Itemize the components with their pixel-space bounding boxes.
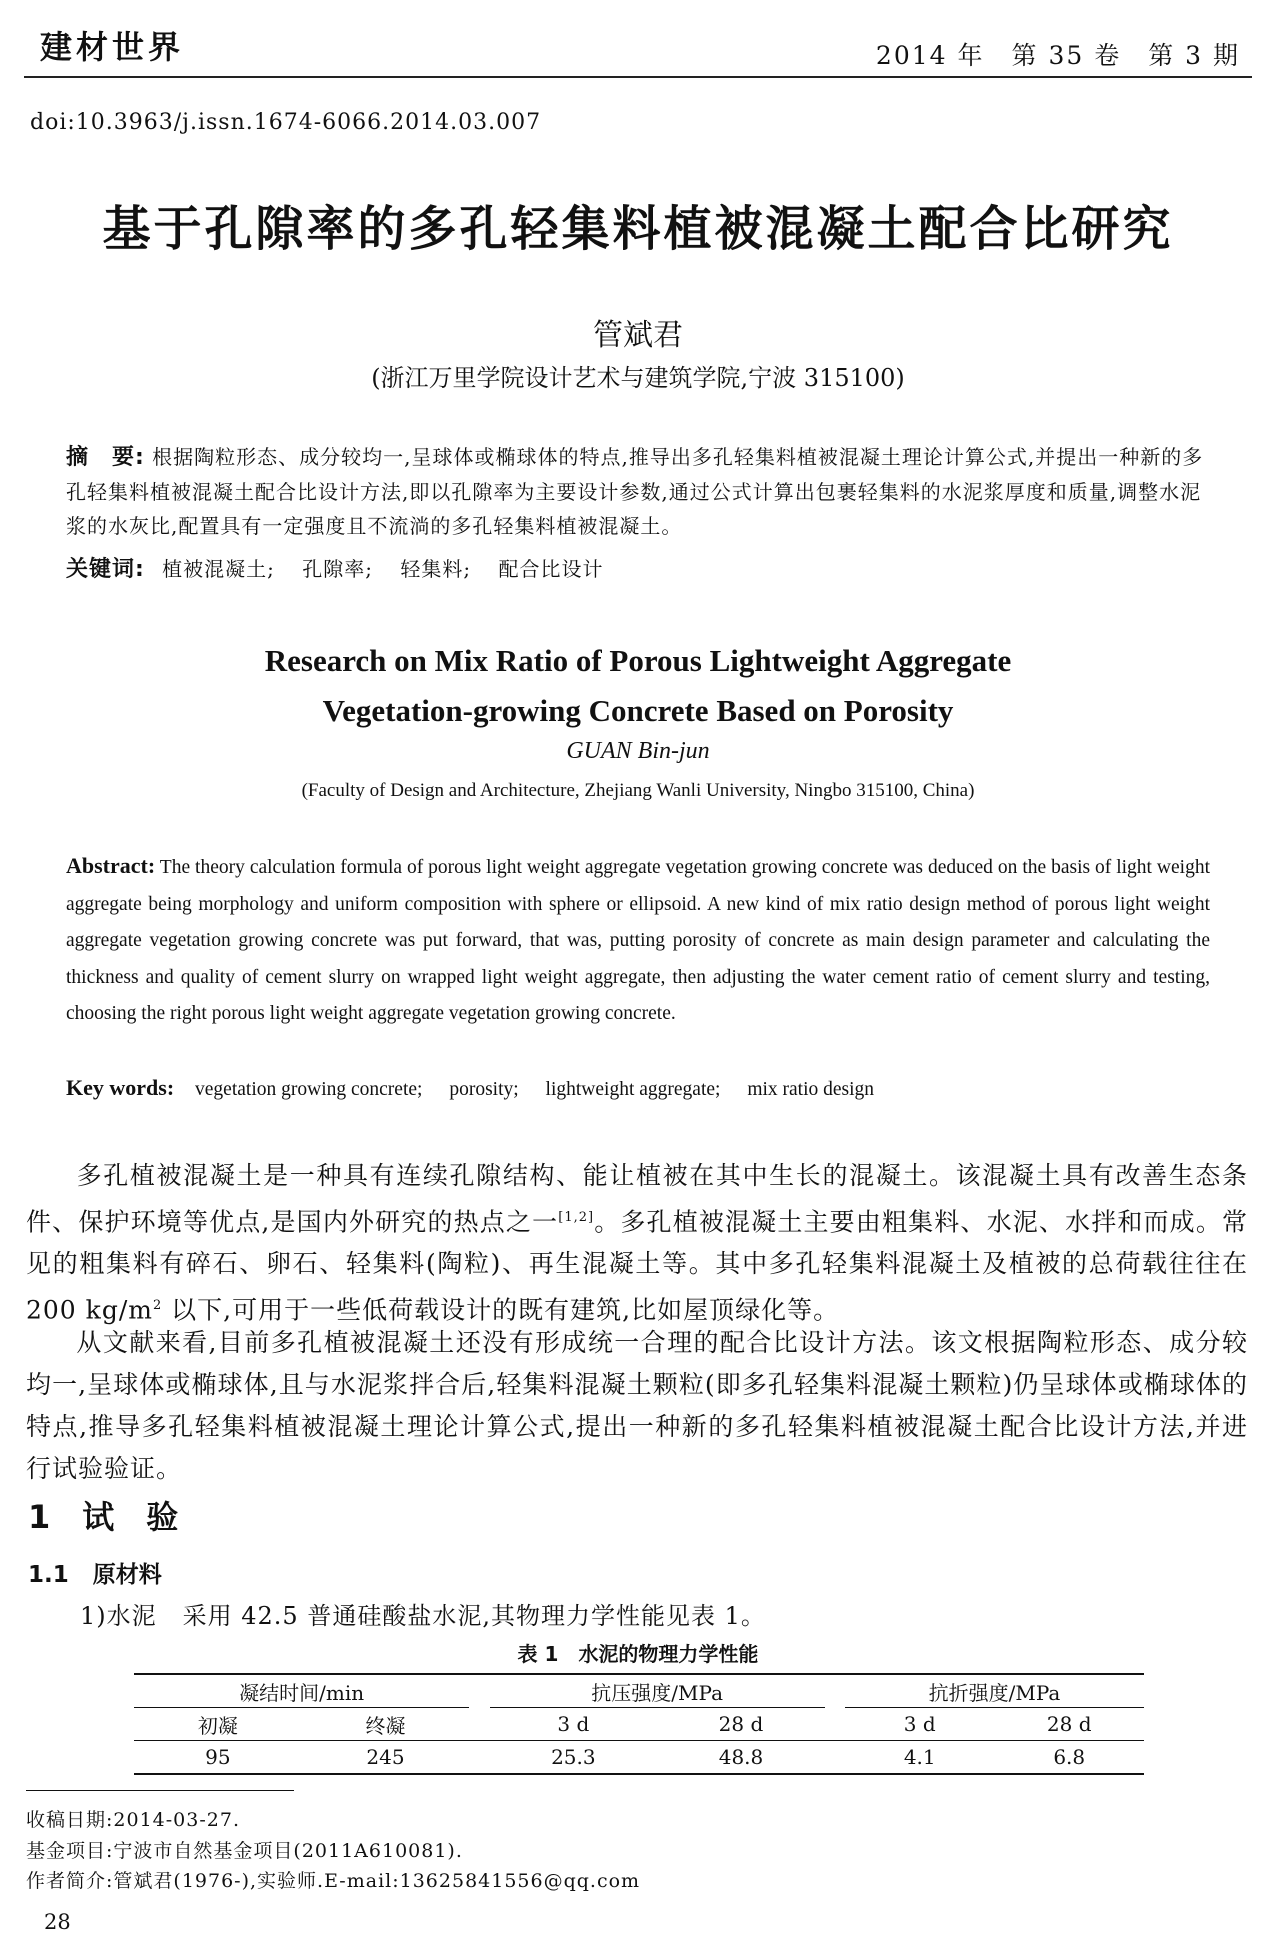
- issue-info: 2014 年 第 35 卷 第 3 期: [875, 41, 1240, 70]
- title-en: [0, 636, 1276, 736]
- keyword-en: lightweight aggregate;: [545, 1079, 721, 1100]
- table-header-row-2: [134, 1708, 1144, 1741]
- keyword-en: mix ratio design: [747, 1079, 875, 1100]
- table-1-number: 表 1: [517, 1642, 559, 1666]
- table-1: [134, 1673, 1144, 1775]
- keywords-cn: [66, 552, 1210, 583]
- cement-item-label: 1)水泥: [80, 1602, 157, 1630]
- keywords-en-label: Key words:: [66, 1075, 175, 1100]
- keyword-cn: 配合比设计: [498, 557, 604, 581]
- table-subheader: 28 d: [994, 1708, 1144, 1741]
- footnote-received: 收稿日期:2014-03-27.: [26, 1809, 240, 1831]
- title-en-line2: Vegetation-growing Concrete Based on Porosity: [322, 693, 954, 728]
- section-1-1-number: 1.1: [28, 1562, 69, 1588]
- table-cell: 48.8: [657, 1741, 825, 1775]
- p1-text-c: 以下,可用于一些低荷载设计的既有建筑,比如屋顶绿化等。: [162, 1295, 840, 1325]
- footnote-rule: [26, 1790, 294, 1791]
- footnote-author: 作者简介:管斌君(1976-),实验师.E-mail:13625841556@qq.com: [26, 1870, 641, 1892]
- table-cell: 4.1: [845, 1741, 994, 1775]
- table-row: [134, 1741, 1144, 1775]
- abstract-cn-label: 摘 要:: [66, 445, 145, 470]
- section-1-1-title: 原材料: [92, 1562, 162, 1588]
- keyword-cn: 轻集料;: [400, 557, 472, 581]
- table-subheader: 终凝: [302, 1708, 470, 1741]
- doi: doi:10.3963/j.issn.1674-6066.2014.03.007: [30, 110, 542, 135]
- section-1-heading: [28, 1492, 180, 1538]
- p1-text-a: 多孔植被混凝土是一种具有连续孔隙结构、能让植被在其中生长的混凝土。该混凝土具有改善生态条件、保护环境等优点,是国内外研究的热点之一: [26, 1161, 1248, 1237]
- table-cell: 245: [302, 1741, 470, 1775]
- table-cell: 6.8: [994, 1741, 1144, 1775]
- unit-superscript: 2: [152, 1298, 163, 1314]
- author-en: GUAN Bin-jun: [566, 738, 710, 764]
- footnote-fund: 基金项目:宁波市自然基金项目(2011A610081).: [26, 1840, 463, 1862]
- section-1-number: 1: [28, 1498, 53, 1536]
- table-cell: 95: [134, 1741, 302, 1775]
- title-en-line1: Research on Mix Ratio of Porous Lightweight Aggregate: [264, 643, 1012, 678]
- title-cn: 基于孔隙率的多孔轻集料植被混凝土配合比研究: [102, 201, 1174, 257]
- page-number: 28: [44, 1910, 71, 1934]
- section-1-title-b: 验: [146, 1498, 181, 1536]
- section-1-1-heading: [28, 1556, 162, 1589]
- abstract-cn-text: 根据陶粒形态、成分较均一,呈球体或椭球体的特点,推导出多孔轻集料植被混凝土理论计算公式,并提出一种新的多孔轻集料植被混凝土配合比设计方法,即以孔隙率为主要设计参数,通过公式计算出包裹轻集料的水泥浆厚度和质量,调整水泥浆的水灰比,配置具有一定强度且不流淌的多孔轻集料植被混凝土。: [66, 445, 1204, 538]
- citation-ref: [1,2]: [558, 1210, 595, 1225]
- table-subheader: 3 d: [490, 1708, 658, 1741]
- journal-name: 建材世界: [40, 28, 185, 66]
- keywords-cn-label: 关键词:: [66, 557, 145, 582]
- cement-item-text: 采用 42.5 普通硅酸盐水泥,其物理力学性能见表 1。: [182, 1602, 766, 1630]
- table-group-header: 抗折强度/MPa: [845, 1674, 1144, 1708]
- abstract-cn: [66, 440, 1210, 543]
- table-group-header: 抗压强度/MPa: [490, 1674, 825, 1708]
- affiliation-en: (Faculty of Design and Architecture, Zhejiang Wanli University, Ningbo 315100, China): [301, 780, 975, 801]
- keyword-en: porosity;: [449, 1079, 519, 1100]
- keyword-cn: 孔隙率;: [302, 557, 374, 581]
- abstract-en-text: The theory calculation formula of porous light weight aggregate vegetation growing concrete was deduced on the basis of light weight aggregate being morphology and uniform composition with sphere or ellipsoid. A new kind of mix ratio design method of porous light weight aggregate vegetation growing concrete was put forward, that was, putting porosity of concrete as main design parameter and calculating the thickness and quality of cement slurry on wrapped light weight aggregate, then adjusting the water cement ratio of cement slurry and testing, choosing the right porous light weight aggregate vegetation growing concrete.: [66, 857, 1210, 1024]
- keyword-en: vegetation growing concrete;: [195, 1079, 423, 1100]
- abstract-en: [66, 848, 1210, 1033]
- table-subheader: 28 d: [657, 1708, 825, 1741]
- keywords-en: [66, 1075, 1210, 1101]
- affiliation-cn: (浙江万里学院设计艺术与建筑学院,宁波 315100): [371, 364, 905, 392]
- p2-text: 从文献来看,目前多孔植被混凝土还没有形成统一合理的配合比设计方法。该文根据陶粒形态、成分较均一,呈球体或椭球体,且与水泥浆拌合后,轻集料混凝土颗粒(即多孔轻集料混凝土颗粒)仍呈球体或椭球体的特点,推导多孔轻集料植被混凝土理论计算公式,提出一种新的多孔轻集料植被混凝土配合比设计方法,并进行试验验证。: [26, 1328, 1248, 1483]
- p1-text-b: 。多孔植被混凝土主要由粗集料、水泥、水拌和而成。常见的粗集料有碎石、卵石、轻集料(陶粒)、再生混凝土等。其中多孔轻集料混凝土及植被的总荷载往往在 200 kg/m: [26, 1207, 1248, 1325]
- body-paragraph-1: [26, 1155, 1248, 1332]
- header-rule: [24, 76, 1252, 78]
- cement-paragraph: [80, 1596, 766, 1631]
- table-header-row-1: [134, 1674, 1144, 1708]
- table-subheader: 3 d: [845, 1708, 994, 1741]
- keyword-cn: 植被混凝土;: [162, 557, 275, 581]
- table-group-header: 凝结时间/min: [134, 1674, 469, 1708]
- table-subheader: 初凝: [134, 1708, 302, 1741]
- body-paragraph-2: [26, 1322, 1248, 1490]
- section-1-title-a: 试: [82, 1498, 117, 1536]
- table-1-caption: [0, 1638, 1276, 1667]
- author-cn: 管斌君: [593, 318, 683, 353]
- table-1-title: 水泥的物理力学性能: [578, 1642, 759, 1666]
- abstract-en-label: Abstract:: [66, 853, 156, 878]
- table-cell: 25.3: [490, 1741, 658, 1775]
